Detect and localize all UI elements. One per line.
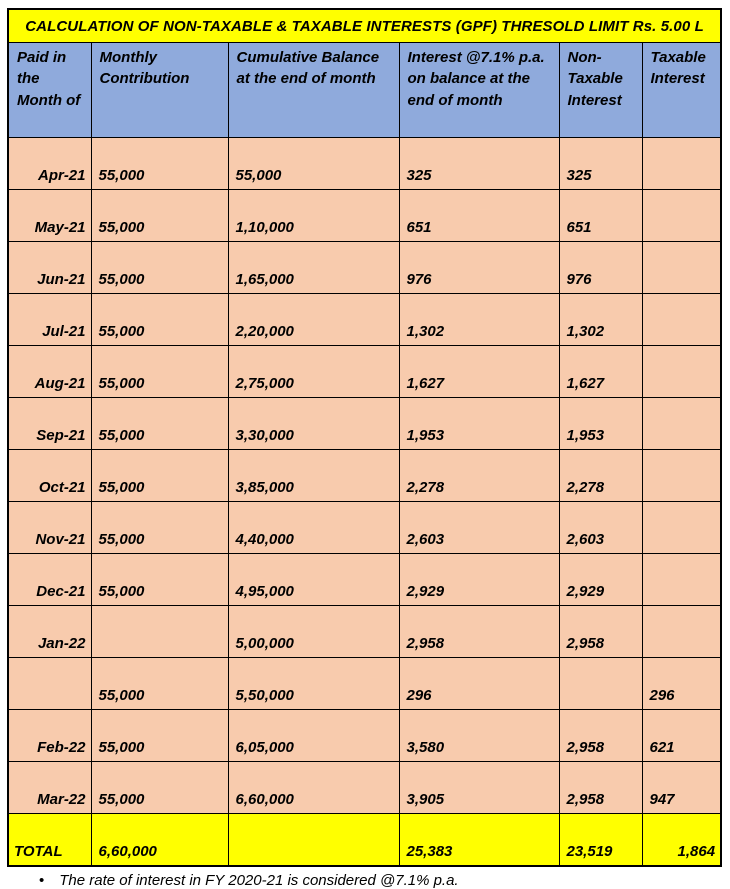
cell-cumulative-balance: 3,30,000 xyxy=(228,398,399,450)
total-cumulative xyxy=(228,814,399,867)
cell-month: May-21 xyxy=(8,190,91,242)
cell-non-taxable-interest: 1,953 xyxy=(559,398,642,450)
cell-non-taxable-interest: 325 xyxy=(559,138,642,190)
cell-taxable-interest xyxy=(642,450,721,502)
table-row xyxy=(8,294,721,346)
cell-cumulative-balance: 2,75,000 xyxy=(228,346,399,398)
cell-contribution: 55,000 xyxy=(91,346,228,398)
cell-cumulative-balance: 6,05,000 xyxy=(228,710,399,762)
cell-interest: 651 xyxy=(399,190,559,242)
table-body xyxy=(8,138,721,814)
cell-interest: 2,929 xyxy=(399,554,559,606)
gpf-interest-sheet xyxy=(7,8,721,889)
cell-non-taxable-interest: 2,958 xyxy=(559,762,642,814)
cell-month: Dec-21 xyxy=(8,554,91,606)
cell-interest: 3,905 xyxy=(399,762,559,814)
cell-contribution xyxy=(91,606,228,658)
cell-month xyxy=(8,658,91,710)
cell-cumulative-balance: 4,95,000 xyxy=(228,554,399,606)
table-row xyxy=(8,190,721,242)
footnote-text: The rate of interest in FY 2020-21 is considered @7.1% p.a. xyxy=(59,872,459,889)
cell-non-taxable-interest: 1,302 xyxy=(559,294,642,346)
cell-taxable-interest xyxy=(642,190,721,242)
cell-interest: 976 xyxy=(399,242,559,294)
cell-non-taxable-interest: 976 xyxy=(559,242,642,294)
cell-contribution: 55,000 xyxy=(91,450,228,502)
cell-interest: 325 xyxy=(399,138,559,190)
column-header-taxable-interest: Taxable Interest xyxy=(642,43,721,138)
cell-taxable-interest xyxy=(642,294,721,346)
total-interest: 25,383 xyxy=(399,814,559,867)
table-row xyxy=(8,450,721,502)
table-row xyxy=(8,502,721,554)
cell-contribution: 55,000 xyxy=(91,762,228,814)
cell-cumulative-balance: 5,50,000 xyxy=(228,658,399,710)
cell-taxable-interest xyxy=(642,242,721,294)
table-row xyxy=(8,242,721,294)
column-header-interest-rate: Interest @7.1% p.a. on balance at the end of month xyxy=(399,43,559,138)
table-title: CALCULATION OF NON-TAXABLE & TAXABLE INTERESTS (GPF) THRESOLD LIMIT Rs. 5.00 L xyxy=(8,9,721,43)
cell-month: Nov-21 xyxy=(8,502,91,554)
cell-interest: 1,953 xyxy=(399,398,559,450)
table-row xyxy=(8,606,721,658)
cell-contribution: 55,000 xyxy=(91,502,228,554)
total-label: TOTAL xyxy=(8,814,91,867)
cell-contribution: 55,000 xyxy=(91,242,228,294)
cell-month: Aug-21 xyxy=(8,346,91,398)
total-non-taxable-interest: 23,519 xyxy=(559,814,642,867)
total-taxable-interest: 1,864 xyxy=(642,814,721,867)
cell-cumulative-balance: 55,000 xyxy=(228,138,399,190)
cell-taxable-interest xyxy=(642,346,721,398)
cell-taxable-interest xyxy=(642,606,721,658)
cell-month: Jul-21 xyxy=(8,294,91,346)
cell-non-taxable-interest xyxy=(559,658,642,710)
bullet-icon: • xyxy=(39,872,45,889)
gpf-interest-table xyxy=(7,8,722,867)
cell-interest: 2,958 xyxy=(399,606,559,658)
table-row xyxy=(8,346,721,398)
total-row xyxy=(8,814,721,867)
cell-cumulative-balance: 3,85,000 xyxy=(228,450,399,502)
column-header-cumulative-balance: Cumulative Balance at the end of month xyxy=(228,43,399,138)
cell-cumulative-balance: 6,60,000 xyxy=(228,762,399,814)
cell-taxable-interest: 947 xyxy=(642,762,721,814)
cell-month: Jan-22 xyxy=(8,606,91,658)
column-header-month: Paid in the Month of xyxy=(8,43,91,138)
table-row xyxy=(8,138,721,190)
cell-contribution: 55,000 xyxy=(91,554,228,606)
cell-month: Apr-21 xyxy=(8,138,91,190)
table-row xyxy=(8,710,721,762)
cell-cumulative-balance: 1,65,000 xyxy=(228,242,399,294)
cell-contribution: 55,000 xyxy=(91,658,228,710)
table-row xyxy=(8,398,721,450)
total-contribution: 6,60,000 xyxy=(91,814,228,867)
cell-taxable-interest xyxy=(642,138,721,190)
cell-taxable-interest xyxy=(642,398,721,450)
cell-interest: 296 xyxy=(399,658,559,710)
column-header-row xyxy=(8,43,721,138)
cell-month: Feb-22 xyxy=(8,710,91,762)
cell-interest: 1,302 xyxy=(399,294,559,346)
cell-non-taxable-interest: 2,958 xyxy=(559,606,642,658)
cell-contribution: 55,000 xyxy=(91,294,228,346)
cell-cumulative-balance: 4,40,000 xyxy=(228,502,399,554)
title-row xyxy=(8,9,721,43)
cell-contribution: 55,000 xyxy=(91,398,228,450)
column-header-non-taxable-interest: Non-Taxable Interest xyxy=(559,43,642,138)
cell-cumulative-balance: 1,10,000 xyxy=(228,190,399,242)
cell-interest: 1,627 xyxy=(399,346,559,398)
footnote xyxy=(39,872,721,889)
cell-non-taxable-interest: 2,603 xyxy=(559,502,642,554)
table-row xyxy=(8,762,721,814)
cell-interest: 2,278 xyxy=(399,450,559,502)
cell-interest: 3,580 xyxy=(399,710,559,762)
cell-month: Oct-21 xyxy=(8,450,91,502)
cell-non-taxable-interest: 2,929 xyxy=(559,554,642,606)
table-row xyxy=(8,554,721,606)
cell-taxable-interest: 621 xyxy=(642,710,721,762)
cell-non-taxable-interest: 2,958 xyxy=(559,710,642,762)
cell-interest: 2,603 xyxy=(399,502,559,554)
cell-cumulative-balance: 5,00,000 xyxy=(228,606,399,658)
table-row xyxy=(8,658,721,710)
cell-cumulative-balance: 2,20,000 xyxy=(228,294,399,346)
cell-contribution: 55,000 xyxy=(91,710,228,762)
cell-non-taxable-interest: 651 xyxy=(559,190,642,242)
cell-non-taxable-interest: 2,278 xyxy=(559,450,642,502)
cell-contribution: 55,000 xyxy=(91,190,228,242)
cell-taxable-interest xyxy=(642,502,721,554)
cell-month: Sep-21 xyxy=(8,398,91,450)
cell-month: Mar-22 xyxy=(8,762,91,814)
cell-taxable-interest: 296 xyxy=(642,658,721,710)
cell-month: Jun-21 xyxy=(8,242,91,294)
cell-non-taxable-interest: 1,627 xyxy=(559,346,642,398)
column-header-monthly-contribution: Monthly Contribution xyxy=(91,43,228,138)
cell-taxable-interest xyxy=(642,554,721,606)
cell-contribution: 55,000 xyxy=(91,138,228,190)
